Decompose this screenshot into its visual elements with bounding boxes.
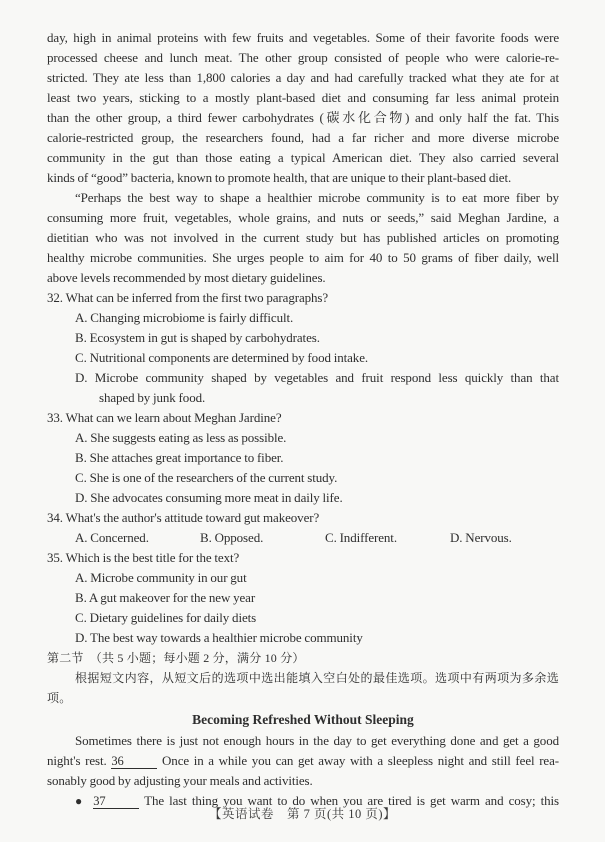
option-a: A. Microbe community in our gut bbox=[75, 570, 247, 585]
passage-line: processed cheese and lunch meat. The other group consisted of people who were calorie-re- bbox=[47, 50, 559, 65]
option-b: B. She attaches great importance to fiber. bbox=[75, 450, 284, 465]
blank-36-post-text: Once in a while you can get away with a sleepless night and still feel rea- bbox=[162, 753, 559, 768]
option-a: A. Concerned. bbox=[75, 530, 149, 545]
question-34 bbox=[47, 508, 559, 548]
option-b: B. Opposed. bbox=[200, 530, 264, 545]
passage-line: kinds of “good” bacteria, known to promote health, that are unique to their plant-based diet. bbox=[47, 170, 512, 185]
option-d: D. The best way towards a healthier microbe community bbox=[75, 630, 363, 645]
cloze-passage-title: Becoming Refreshed Without Sleeping bbox=[192, 712, 414, 727]
option-d: D. She advocates consuming more meat in daily life. bbox=[75, 490, 343, 505]
exam-page bbox=[47, 28, 559, 811]
option-c: C. Dietary guidelines for daily diets bbox=[75, 610, 257, 625]
question-stem: 32. What can be inferred from the first two paragraphs? bbox=[47, 290, 329, 305]
question-33 bbox=[47, 408, 559, 508]
option-d-continuation: shaped by junk food. bbox=[99, 390, 206, 405]
bullet-icon: ● bbox=[75, 794, 83, 808]
question-stem: 34. What's the author's attitude toward gut makeover? bbox=[47, 510, 320, 525]
option-b: B. Ecosystem in gut is shaped by carbohydrates. bbox=[75, 330, 320, 345]
blank-37-post-text: The last thing you want to do when you are tired is get warm and cosy; this bbox=[144, 793, 559, 808]
passage-line: dietitian who was not involved in the current study but has published articles on promoting bbox=[47, 230, 559, 245]
passage-line: above levels recommended by most dietary guidelines. bbox=[47, 270, 326, 285]
section-instruction-continuation: 项。 bbox=[47, 691, 72, 705]
passage-line: consuming more fruit, vegetables, whole grains, and nuts or seeds,” said Meghan Jardine, a bbox=[47, 210, 559, 225]
passage-line: sonably good by adjusting your meals and activities. bbox=[47, 773, 313, 788]
page-footer: 【英语试卷 第 7 页(共 10 页)】 bbox=[208, 807, 397, 821]
option-a: A. She suggests eating as less as possible. bbox=[75, 430, 287, 445]
passage-line: than the other group, a third fewer carbohydrates (碳水化合物) and only half the fat. This bbox=[47, 110, 559, 125]
passage-line: calorie-restricted group, the researchers found, had a far richer and more diverse microbe bbox=[47, 130, 559, 145]
passage-line: healthy microbe communities. She urges people to aim for 40 to 50 grams of fiber daily, well bbox=[47, 250, 559, 265]
passage-line: least two years, sticking to a mostly plant-based diet and consuming far less animal protein bbox=[47, 90, 559, 105]
passage-line: Sometimes there is just not enough hours in the day to get everything done and get a good bbox=[75, 733, 559, 748]
passage-line: community in the gut than those eating a typical American diet. They also carried several bbox=[47, 150, 559, 165]
option-d: D. Nervous. bbox=[450, 530, 512, 545]
option-c: C. Indifferent. bbox=[325, 530, 397, 545]
passage-line: stricted. They ate less than 1,800 calories a day and had carefully tracked what they ate for at bbox=[47, 70, 559, 85]
option-c: C. Nutritional components are determined by food intake. bbox=[75, 350, 369, 365]
blank-37: 37 bbox=[93, 795, 139, 809]
option-b: B. A gut makeover for the new year bbox=[75, 590, 256, 605]
blank-36-pre-text: night's rest. bbox=[47, 753, 107, 768]
section-2 bbox=[47, 648, 559, 811]
reading-paragraph-2 bbox=[47, 188, 559, 288]
question-stem: 33. What can we learn about Meghan Jardine? bbox=[47, 410, 282, 425]
options-row bbox=[47, 528, 559, 548]
section-heading: 第二节 （共 5 小题；每小题 2 分，满分 10 分） bbox=[47, 651, 305, 665]
question-32 bbox=[47, 288, 559, 408]
option-d: D. Microbe community shaped by vegetables and fruit respond less quickly than that bbox=[75, 370, 559, 385]
question-35 bbox=[47, 548, 559, 648]
option-c: C. She is one of the researchers of the current study. bbox=[75, 470, 338, 485]
section-instruction: 根据短文内容，从短文后的选项中选出能填入空白处的最佳选项。选项中有两项为多余选 bbox=[75, 671, 559, 685]
passage-line-with-blank-36 bbox=[47, 751, 559, 771]
reading-paragraph-1 bbox=[47, 28, 559, 188]
blank-36: 36 bbox=[111, 755, 157, 769]
passage-line: day, high in animal proteins with few fruits and vegetables. Some of their favorite foods were bbox=[47, 30, 559, 45]
option-a: A. Changing microbiome is fairly difficult. bbox=[75, 310, 294, 325]
question-stem: 35. Which is the best title for the text? bbox=[47, 550, 240, 565]
passage-line: “Perhaps the best way to shape a healthier microbe community is to eat more fiber by bbox=[75, 190, 559, 205]
